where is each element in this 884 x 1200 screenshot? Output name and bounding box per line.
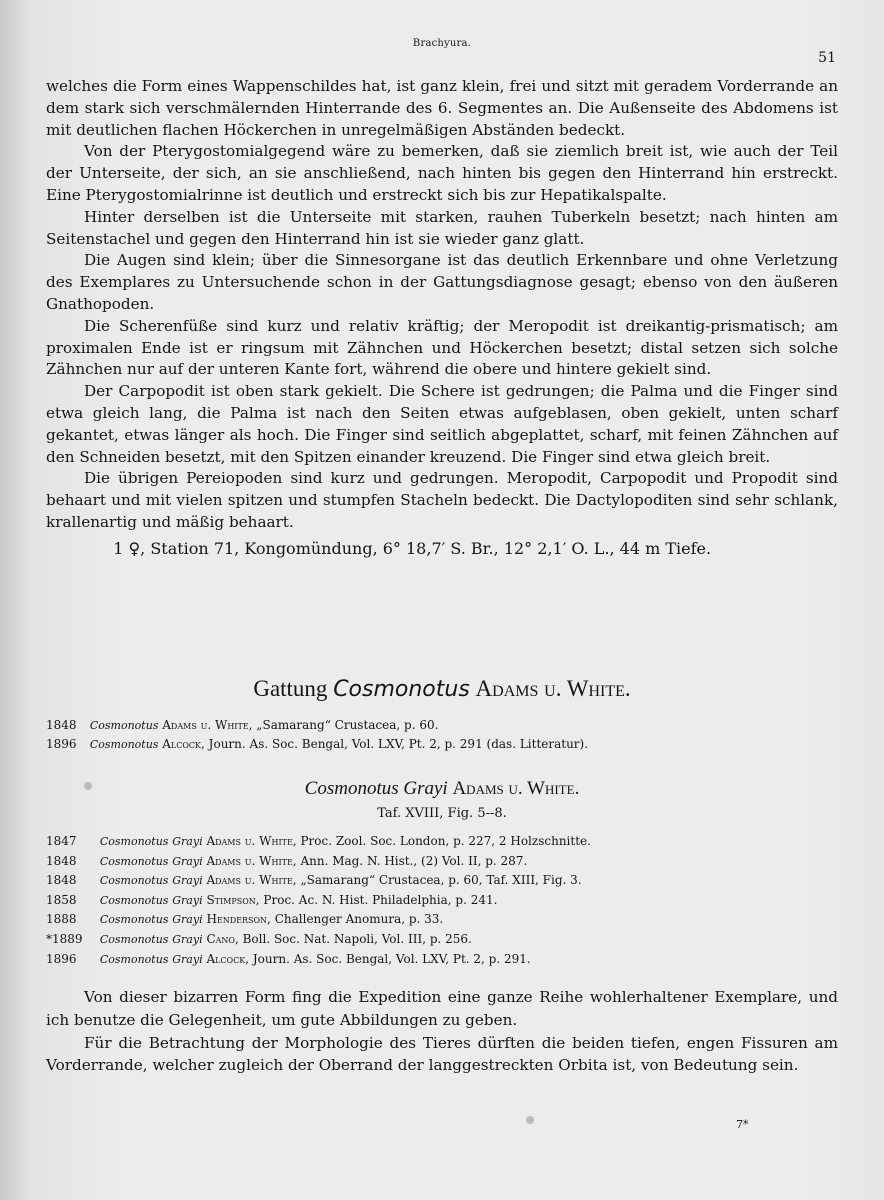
synonymy-entry xyxy=(46,716,846,735)
ref-year: *1889 xyxy=(46,931,83,946)
paragraph: Von dieser bizarren Form fing die Expedition eine ganze Reihe wohlerhaltener Exemplare, und ich benutze die Gelegenheit, um gute Abbildungen zu geben. xyxy=(46,988,838,1029)
synonymy-entry xyxy=(46,852,846,872)
species-synonymy xyxy=(46,832,846,969)
ref-author: Adams u. White, xyxy=(206,873,297,888)
ref-citation: Ann. Mag. N. Hist., (2) Vol. II, p. 287. xyxy=(300,853,528,868)
ref-author: Alcock, xyxy=(162,737,205,751)
ref-year: 1847 xyxy=(46,834,77,848)
ref-year: 1848 xyxy=(46,873,77,888)
ref-year: 1858 xyxy=(46,892,77,907)
paragraph: Die Augen sind klein; über die Sinnesorgane ist das deutlich Erkennbare und ohne Verletzung des Exemplares zu Untersuchende schon in der Gattungsdiagnose gesagt; ebenso von den äußeren Gnathopoden. xyxy=(46,251,838,313)
ref-citation: Boll. Soc. Nat. Napoli, Vol. III, p. 256. xyxy=(242,931,472,946)
ref-author: Henderson, xyxy=(206,912,271,927)
page-number: 51 xyxy=(818,50,836,66)
synonymy-entry xyxy=(46,891,846,911)
plate-reference: Taf. XVIII, Fig. 5--8. xyxy=(377,806,507,821)
ref-genus: Cosmonotus xyxy=(99,854,169,868)
ref-citation: Challenger Anomura, p. 33. xyxy=(274,912,444,927)
synonymy-entry xyxy=(46,871,846,891)
ref-genus: Cosmonotus xyxy=(89,719,159,732)
ref-genus: Cosmonotus xyxy=(99,874,169,888)
paragraph: Von der Pterygostomialgegend wäre zu bemerken, daß sie ziemlich breit ist, wie auch der Teil der Unterseite, der sich, an sie anschließend, nach hinten bis gegen den Hinterrand hin erstreckt. Eine Pterygostomialrinne ist deutlich und erstreckt sich bis zur Hepatikalspalte. xyxy=(46,142,838,204)
signature-mark: 7* xyxy=(736,1118,749,1131)
ref-genus: Cosmonotus xyxy=(99,913,169,927)
body-text xyxy=(46,76,838,560)
ref-genus: Cosmonotus xyxy=(89,738,159,751)
genus-heading xyxy=(0,676,884,702)
ref-genus: Cosmonotus xyxy=(99,893,169,907)
ref-citation: Journ. As. Soc. Bengal, Vol. LXV, Pt. 2, p. 291. xyxy=(252,951,531,966)
ref-species: Grayi xyxy=(172,874,203,888)
genus-heading-author: Adams u. White. xyxy=(475,676,631,701)
ref-year: 1848 xyxy=(46,718,77,732)
species-heading-author: Adams u. White. xyxy=(452,778,580,799)
paragraph: Hinter derselben ist die Unterseite mit starken, rauhen Tuberkeln besetzt; nach hinten am Seitenstachel und gegen den Hinterrand hin ist sie wieder ganz glatt. xyxy=(46,207,838,248)
ref-citation: Proc. Zool. Soc. London, p. 227, 2 Holzschnitte. xyxy=(300,834,591,848)
closing-text xyxy=(46,986,838,1077)
synonymy-entry xyxy=(46,930,846,950)
ref-species: Grayi xyxy=(172,893,203,907)
running-head: Brachyura. xyxy=(412,38,472,49)
ref-species: Grayi xyxy=(172,854,203,868)
ref-author: Adams u. White, xyxy=(206,853,297,868)
ref-genus: Cosmonotus xyxy=(99,932,169,946)
ref-year: 1848 xyxy=(46,853,77,868)
paragraph: Der Carpopodit ist oben stark gekielt. Die Schere ist gedrungen; die Palma und die Finger sind etwa gleich lang, die Palma ist nach den Seiten etwas aufgeblasen, oben gekielt, unten scharf gekantet, etwas länger als hoch. Die Finger sind seitlich abgeplattet, scharf, mit feinen Zähnchen auf den Schneiden besetzt, mit den Spitzen einander kreuzend. Die Finger sind etwa gleich breit. xyxy=(46,382,838,466)
ref-genus: Cosmonotus xyxy=(99,835,169,848)
ref-species: Grayi xyxy=(172,835,203,848)
ref-citation: „Samarang“ Crustacea, p. 60. xyxy=(256,718,439,732)
paragraph: Für die Betrachtung der Morphologie des Tieres dürften die beiden tiefen, engen Fissuren am Vorderrande, welcher zugleich der Oberrand der langgestreckten Orbita ist, von Bedeutung sein. xyxy=(46,1033,838,1075)
ref-author: Adams u. White, xyxy=(162,718,253,732)
ref-author: Stimpson, xyxy=(206,892,260,907)
paper-speck xyxy=(84,782,92,790)
genus-heading-prefix: Gattung xyxy=(253,676,328,701)
ref-citation: Journ. As. Soc. Bengal, Vol. LXV, Pt. 2, p. 291 (das. Litteratur). xyxy=(208,737,589,751)
ref-species: Grayi xyxy=(172,952,203,966)
species-heading-name: Cosmonotus Grayi xyxy=(304,778,448,799)
ref-year: 1888 xyxy=(46,912,77,927)
ref-author: Adams u. White, xyxy=(206,834,297,848)
synonymy-entry xyxy=(46,735,846,754)
ref-citation: „Samarang“ Crustacea, p. 60, Taf. XIII, Fig. 3. xyxy=(300,873,582,888)
ref-author: Cano, xyxy=(206,931,239,946)
genus-heading-name: Cosmonotus xyxy=(333,677,470,702)
ref-year: 1896 xyxy=(46,951,77,966)
station-line: 1 ♀, Station 71, Kongomündung, 6° 18,7′ S. Br., 12° 2,1′ O. L., 44 m Tiefe. xyxy=(113,538,712,558)
synonymy-entry xyxy=(46,832,846,852)
ref-genus: Cosmonotus xyxy=(99,952,169,966)
synonymy-entry xyxy=(46,910,846,930)
paragraph: Die Scherenfüße sind kurz und relativ kräftig; der Meropodit ist dreikantig-prismatisch; am proximalen Ende ist er ringsum mit Zähnchen und Höckerchen besetzt; distal setzen sich solche Zähnchen nur auf der unteren Kante fort, während die obere und hintere gekielt sind. xyxy=(46,316,838,379)
genus-synonymy xyxy=(46,716,846,754)
species-heading xyxy=(0,778,884,800)
paper-speck xyxy=(526,1116,534,1124)
paragraph: welches die Form eines Wappenschildes hat, ist ganz klein, frei und sitzt mit geradem Vorderrande an dem stark sich verschmälernden Hinterrande des 6. Segmentes an. Die Außenseite des Abdomens ist mit deutlichen flachen Höckerchen in unregelmäßigen Abständen bedeckt. xyxy=(46,77,838,139)
ref-species: Grayi xyxy=(172,932,203,946)
paragraph: Die übrigen Pereiopoden sind kurz und gedrungen. Meropodit, Carpopodit und Propodit sind behaart und mit vielen spitzen und stumpfen Stacheln bedeckt. Die Dactylopoditen sind sehr schlank, krallenartig und mäßig behaart. xyxy=(46,469,838,531)
synonymy-entry xyxy=(46,950,846,970)
ref-author: Alcock, xyxy=(206,951,250,966)
ref-species: Grayi xyxy=(172,913,203,927)
ref-year: 1896 xyxy=(46,737,77,751)
ref-citation: Proc. Ac. N. Hist. Philadelphia, p. 241. xyxy=(263,892,498,907)
